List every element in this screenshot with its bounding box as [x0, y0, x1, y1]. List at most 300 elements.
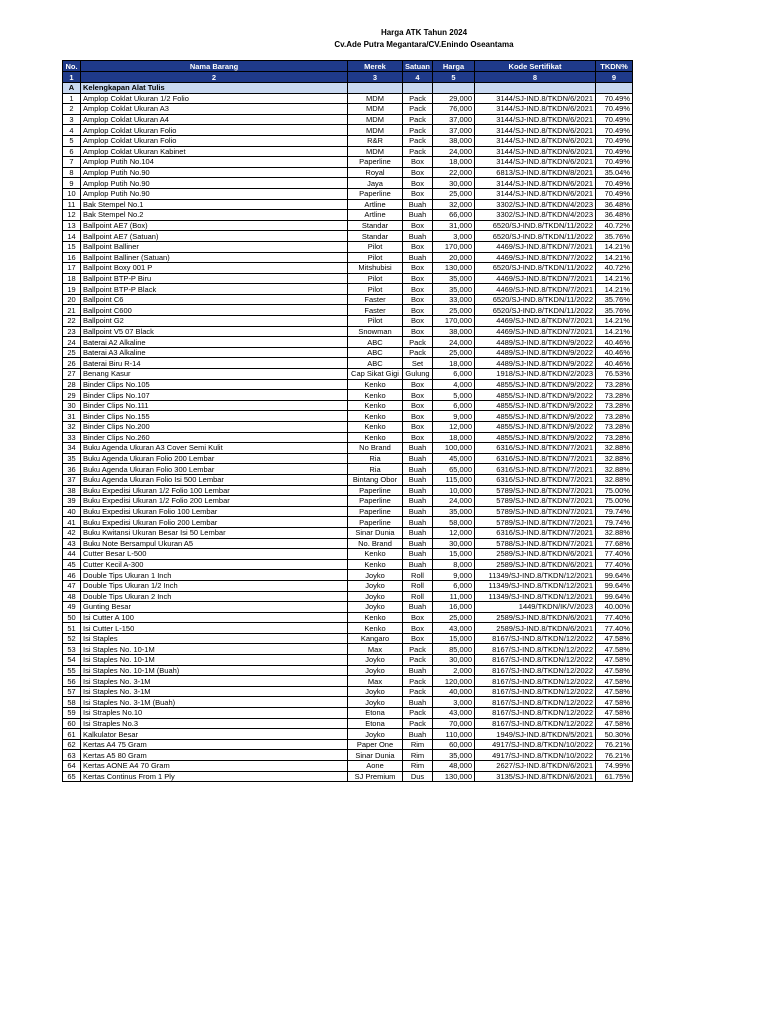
- item-name: Buku Agenda Ukuran Folio Isi 500 Lembar: [81, 474, 348, 485]
- certificate-code: 5789/SJ-IND.8/TKDN/7/2021: [475, 517, 596, 528]
- brand: Paperline: [348, 485, 403, 496]
- header-number-row: [63, 72, 633, 83]
- unit: Buah: [403, 538, 433, 549]
- item-name: Isi Staples No. 10-1M: [81, 655, 348, 666]
- unit: Pack: [403, 708, 433, 719]
- tkdn-percent: 70.49%: [596, 114, 633, 125]
- certificate-code: 8167/SJ-IND.8/TKDN/12/2022: [475, 708, 596, 719]
- price: 60,000: [433, 739, 475, 750]
- certificate-code: 4489/SJ-IND.8/TKDN/9/2022: [475, 347, 596, 358]
- item-name: Amplop Coklat Ukuran Folio: [81, 135, 348, 146]
- table-body: [63, 83, 633, 782]
- item-name: Double Tips Ukuran 1/2 Inch: [81, 580, 348, 591]
- brand: Sinar Dunia: [348, 527, 403, 538]
- item-name: Double Tips Ukuran 2 Inch: [81, 591, 348, 602]
- row-number: 47: [63, 580, 81, 591]
- brand: Kenko: [348, 432, 403, 443]
- table-row: [63, 390, 633, 401]
- item-name: Buku Kwitansi Ukuran Besar Isi 50 Lembar: [81, 527, 348, 538]
- brand: Pilot: [348, 273, 403, 284]
- header-row: [63, 61, 633, 72]
- price: 35,000: [433, 273, 475, 284]
- unit: Buah: [403, 443, 433, 454]
- brand: Joyko: [348, 697, 403, 708]
- certificate-code: 4469/SJ-IND.8/TKDN/7/2021: [475, 273, 596, 284]
- certificate-code: 4855/SJ-IND.8/TKDN/9/2022: [475, 379, 596, 390]
- item-name: Cutter Besar L-500: [81, 549, 348, 560]
- table-row: [63, 316, 633, 327]
- row-number: 53: [63, 644, 81, 655]
- price: 4,000: [433, 379, 475, 390]
- tkdn-percent: 35.76%: [596, 305, 633, 316]
- document-subtitle: Cv.Ade Putra Megantara/CV.Enindo Oseantama: [334, 40, 514, 49]
- row-number: 41: [63, 517, 81, 528]
- row-number: 23: [63, 326, 81, 337]
- certificate-code: 3302/SJ-IND.8/TKDN/4/2023: [475, 210, 596, 221]
- price: 100,000: [433, 443, 475, 454]
- tkdn-percent: 47.58%: [596, 676, 633, 687]
- price: 6,000: [433, 580, 475, 591]
- certificate-code: 4855/SJ-IND.8/TKDN/9/2022: [475, 400, 596, 411]
- item-name: Binder Clips No.111: [81, 400, 348, 411]
- price: 120,000: [433, 676, 475, 687]
- brand: Kangaro: [348, 633, 403, 644]
- tkdn-percent: 99.64%: [596, 591, 633, 602]
- unit: Roll: [403, 580, 433, 591]
- row-number: 26: [63, 358, 81, 369]
- certificate-code: 6316/SJ-IND.8/TKDN/7/2021: [475, 464, 596, 475]
- row-number: 65: [63, 771, 81, 782]
- price: 66,000: [433, 210, 475, 221]
- table-row: [63, 506, 633, 517]
- row-number: 61: [63, 729, 81, 740]
- tkdn-percent: 47.58%: [596, 697, 633, 708]
- brand: MDM: [348, 114, 403, 125]
- unit: Buah: [403, 549, 433, 560]
- item-name: Isi Staples No. 3-1M (Buah): [81, 697, 348, 708]
- certificate-code: 3302/SJ-IND.8/TKDN/4/2023: [475, 199, 596, 210]
- price: 9,000: [433, 570, 475, 581]
- item-name: Buku Expedisi Ukuran Folio 200 Lembar: [81, 517, 348, 528]
- price: 130,000: [433, 771, 475, 782]
- row-number: 33: [63, 432, 81, 443]
- brand: Paperline: [348, 157, 403, 168]
- header-number: 2: [81, 72, 348, 83]
- table-row: [63, 443, 633, 454]
- item-name: Ballpoint C600: [81, 305, 348, 316]
- price: 15,000: [433, 633, 475, 644]
- row-number: 38: [63, 485, 81, 496]
- item-name: Buku Expedisi Ukuran Folio 100 Lembar: [81, 506, 348, 517]
- tkdn-percent: 73.28%: [596, 422, 633, 433]
- certificate-code: 8167/SJ-IND.8/TKDN/12/2022: [475, 665, 596, 676]
- row-number: 62: [63, 739, 81, 750]
- unit: Buah: [403, 252, 433, 263]
- brand: Max: [348, 676, 403, 687]
- item-name: Isi Straples No.3: [81, 718, 348, 729]
- item-name: Binder Clips No.200: [81, 422, 348, 433]
- row-number: 24: [63, 337, 81, 348]
- item-name: Buku Note Bersampul Ukuran A5: [81, 538, 348, 549]
- certificate-code: 5789/SJ-IND.8/TKDN/7/2021: [475, 485, 596, 496]
- unit: Box: [403, 273, 433, 284]
- certificate-code: 4469/SJ-IND.8/TKDN/7/2022: [475, 252, 596, 263]
- tkdn-percent: 70.49%: [596, 135, 633, 146]
- brand: Faster: [348, 294, 403, 305]
- unit: Buah: [403, 496, 433, 507]
- tkdn-percent: 32.88%: [596, 453, 633, 464]
- brand: Kenko: [348, 623, 403, 634]
- unit: Box: [403, 305, 433, 316]
- header-number: 9: [596, 72, 633, 83]
- price: 37,000: [433, 114, 475, 125]
- brand: ABC: [348, 337, 403, 348]
- unit: Buah: [403, 602, 433, 613]
- unit: Pack: [403, 104, 433, 115]
- row-number: 30: [63, 400, 81, 411]
- certificate-code: 3144/SJ-IND.8/TKDN/6/2021: [475, 104, 596, 115]
- price: 6,000: [433, 400, 475, 411]
- price: 24,000: [433, 496, 475, 507]
- table-row: [63, 771, 633, 782]
- price: 30,000: [433, 655, 475, 666]
- price: 25,000: [433, 347, 475, 358]
- row-number: 25: [63, 347, 81, 358]
- item-name: Buku Expedisi Ukuran 1/2 Folio 200 Lembar: [81, 496, 348, 507]
- tkdn-percent: 14.21%: [596, 273, 633, 284]
- unit: Pack: [403, 146, 433, 157]
- row-number: 18: [63, 273, 81, 284]
- header-merek: Merek: [348, 61, 403, 72]
- brand: Pilot: [348, 316, 403, 327]
- table-row: [63, 739, 633, 750]
- unit: Roll: [403, 570, 433, 581]
- price: 65,000: [433, 464, 475, 475]
- certificate-code: 3144/SJ-IND.8/TKDN/6/2021: [475, 135, 596, 146]
- brand: Joyko: [348, 591, 403, 602]
- certificate-code: 6520/SJ-IND.8/TKDN/11/2022: [475, 294, 596, 305]
- unit: Pack: [403, 718, 433, 729]
- unit: Rim: [403, 739, 433, 750]
- row-number: 32: [63, 422, 81, 433]
- brand: Aone: [348, 761, 403, 772]
- price: 5,000: [433, 390, 475, 401]
- certificate-code: 4489/SJ-IND.8/TKDN/9/2022: [475, 337, 596, 348]
- table-row: [63, 718, 633, 729]
- certificate-code: 6520/SJ-IND.8/TKDN/11/2022: [475, 220, 596, 231]
- price: 35,000: [433, 750, 475, 761]
- tkdn-percent: 14.21%: [596, 326, 633, 337]
- price: 37,000: [433, 125, 475, 136]
- tkdn-percent: 36.48%: [596, 210, 633, 221]
- price: 38,000: [433, 326, 475, 337]
- tkdn-percent: 47.58%: [596, 665, 633, 676]
- price: 18,000: [433, 432, 475, 443]
- certificate-code: 2589/SJ-IND.8/TKDN/6/2021: [475, 549, 596, 560]
- brand: No. Brand: [348, 538, 403, 549]
- tkdn-percent: 47.58%: [596, 686, 633, 697]
- table-row: [63, 284, 633, 295]
- certificate-code: 4469/SJ-IND.8/TKDN/7/2021: [475, 316, 596, 327]
- table-row: [63, 305, 633, 316]
- table-row: [63, 358, 633, 369]
- unit: Pack: [403, 347, 433, 358]
- brand: Bintang Obor: [348, 474, 403, 485]
- section-empty-cell: [433, 83, 475, 94]
- item-name: Buku Agenda Ukuran Folio 300 Lembar: [81, 464, 348, 475]
- table-row: [63, 612, 633, 623]
- row-number: 59: [63, 708, 81, 719]
- item-name: Ballpoint G2: [81, 316, 348, 327]
- brand: MDM: [348, 146, 403, 157]
- brand: Artline: [348, 199, 403, 210]
- brand: Joyko: [348, 655, 403, 666]
- price: 18,000: [433, 358, 475, 369]
- brand: Joyko: [348, 580, 403, 591]
- row-number: 39: [63, 496, 81, 507]
- header-satuan: Satuan: [403, 61, 433, 72]
- row-number: 52: [63, 633, 81, 644]
- table-row: [63, 252, 633, 263]
- certificate-code: 8167/SJ-IND.8/TKDN/12/2022: [475, 718, 596, 729]
- unit: Rim: [403, 761, 433, 772]
- tkdn-percent: 77.40%: [596, 623, 633, 634]
- item-name: Amplop Coklat Ukuran A4: [81, 114, 348, 125]
- table-row: [63, 422, 633, 433]
- item-name: Kertas Continus From 1 Ply: [81, 771, 348, 782]
- header-number: 8: [475, 72, 596, 83]
- price: 18,000: [433, 157, 475, 168]
- brand: Pilot: [348, 284, 403, 295]
- row-number: 27: [63, 369, 81, 380]
- table-row: [63, 549, 633, 560]
- certificate-code: 3144/SJ-IND.8/TKDN/6/2021: [475, 125, 596, 136]
- price: 12,000: [433, 527, 475, 538]
- certificate-code: 1949/SJ-IND.8/TKDN/5/2021: [475, 729, 596, 740]
- unit: Buah: [403, 729, 433, 740]
- certificate-code: 2627/SJ-IND.8/TKDN/6/2021: [475, 761, 596, 772]
- certificate-code: 5788/SJ-IND.8/TKDN/7/2021: [475, 538, 596, 549]
- item-name: Amplop Coklat Ukuran 1/2 Folio: [81, 93, 348, 104]
- unit: Pack: [403, 644, 433, 655]
- unit: Pack: [403, 655, 433, 666]
- table-row: [63, 326, 633, 337]
- brand: Kenko: [348, 422, 403, 433]
- certificate-code: 3144/SJ-IND.8/TKDN/6/2021: [475, 114, 596, 125]
- tkdn-percent: 35.76%: [596, 231, 633, 242]
- row-number: 58: [63, 697, 81, 708]
- certificate-code: 3144/SJ-IND.8/TKDN/6/2021: [475, 93, 596, 104]
- brand: Standar: [348, 220, 403, 231]
- row-number: 60: [63, 718, 81, 729]
- header-tkdn: TKDN%: [596, 61, 633, 72]
- price: 24,000: [433, 337, 475, 348]
- table-row: [63, 210, 633, 221]
- brand: Kenko: [348, 379, 403, 390]
- item-name: Binder Clips No.105: [81, 379, 348, 390]
- tkdn-percent: 70.49%: [596, 125, 633, 136]
- tkdn-percent: 47.58%: [596, 644, 633, 655]
- certificate-code: 8167/SJ-IND.8/TKDN/12/2022: [475, 676, 596, 687]
- item-name: Ballpoint AE7 (Satuan): [81, 231, 348, 242]
- tkdn-percent: 32.88%: [596, 443, 633, 454]
- item-name: Double Tips Ukuran 1 Inch: [81, 570, 348, 581]
- brand: Royal: [348, 167, 403, 178]
- price: 8,000: [433, 559, 475, 570]
- section-empty-cell: [403, 83, 433, 94]
- table-row: [63, 157, 633, 168]
- certificate-code: 3144/SJ-IND.8/TKDN/6/2021: [475, 188, 596, 199]
- brand: Kenko: [348, 612, 403, 623]
- unit: Pack: [403, 125, 433, 136]
- unit: Box: [403, 263, 433, 274]
- tkdn-percent: 14.21%: [596, 316, 633, 327]
- table-row: [63, 496, 633, 507]
- brand: SJ Premium: [348, 771, 403, 782]
- row-number: 37: [63, 474, 81, 485]
- brand: Joyko: [348, 729, 403, 740]
- table-row: [63, 559, 633, 570]
- row-number: 1: [63, 93, 81, 104]
- table-row: [63, 411, 633, 422]
- unit: Buah: [403, 506, 433, 517]
- row-number: 35: [63, 453, 81, 464]
- price: 38,000: [433, 135, 475, 146]
- table-row: [63, 580, 633, 591]
- brand: Joyko: [348, 602, 403, 613]
- brand: Faster: [348, 305, 403, 316]
- brand: Paperline: [348, 496, 403, 507]
- section-empty-cell: [348, 83, 403, 94]
- table-row: [63, 400, 633, 411]
- brand: Etona: [348, 718, 403, 729]
- table-row: [63, 527, 633, 538]
- item-name: Amplop Coklat Ukuran Folio: [81, 125, 348, 136]
- row-number: 64: [63, 761, 81, 772]
- item-name: Isi Straples No.10: [81, 708, 348, 719]
- row-number: 2: [63, 104, 81, 115]
- unit: Box: [403, 316, 433, 327]
- unit: Roll: [403, 591, 433, 602]
- price: 3,000: [433, 697, 475, 708]
- certificate-code: 4855/SJ-IND.8/TKDN/9/2022: [475, 422, 596, 433]
- brand: MDM: [348, 125, 403, 136]
- unit: Box: [403, 623, 433, 634]
- certificate-code: 1449/TKDN/IK/V/2023: [475, 602, 596, 613]
- certificate-code: 6316/SJ-IND.8/TKDN/7/2021: [475, 527, 596, 538]
- row-number: 57: [63, 686, 81, 697]
- price-table: [62, 60, 633, 782]
- item-name: Baterai A2 Alkaline: [81, 337, 348, 348]
- unit: Pack: [403, 676, 433, 687]
- table-row: [63, 178, 633, 189]
- row-number: 17: [63, 263, 81, 274]
- certificate-code: 4917/SJ-IND.8/TKDN/10/2022: [475, 739, 596, 750]
- row-number: 46: [63, 570, 81, 581]
- price: 2,000: [433, 665, 475, 676]
- item-name: Benang Kasur: [81, 369, 348, 380]
- row-number: 13: [63, 220, 81, 231]
- table-row: [63, 432, 633, 443]
- unit: Box: [403, 612, 433, 623]
- price: 3,000: [433, 231, 475, 242]
- tkdn-percent: 32.88%: [596, 474, 633, 485]
- unit: Box: [403, 284, 433, 295]
- brand: Standar: [348, 231, 403, 242]
- item-name: Buku Expedisi Ukuran 1/2 Folio 100 Lembar: [81, 485, 348, 496]
- row-number: 3: [63, 114, 81, 125]
- row-number: 20: [63, 294, 81, 305]
- tkdn-percent: 14.21%: [596, 252, 633, 263]
- document-title: Harga ATK Tahun 2024: [380, 28, 468, 37]
- tkdn-percent: 47.58%: [596, 708, 633, 719]
- tkdn-percent: 79.74%: [596, 517, 633, 528]
- table-row: [63, 591, 633, 602]
- brand: Max: [348, 644, 403, 655]
- price: 110,000: [433, 729, 475, 740]
- price: 130,000: [433, 263, 475, 274]
- item-name: Binder Clips No.155: [81, 411, 348, 422]
- section-empty-cell: [596, 83, 633, 94]
- unit: Buah: [403, 665, 433, 676]
- unit: Buah: [403, 231, 433, 242]
- brand: Artline: [348, 210, 403, 221]
- unit: Box: [403, 220, 433, 231]
- certificate-code: 4855/SJ-IND.8/TKDN/9/2022: [475, 432, 596, 443]
- row-number: 16: [63, 252, 81, 263]
- tkdn-percent: 76.21%: [596, 739, 633, 750]
- unit: Box: [403, 379, 433, 390]
- table-row: [63, 369, 633, 380]
- table-row: [63, 135, 633, 146]
- brand: Etona: [348, 708, 403, 719]
- tkdn-percent: 32.88%: [596, 527, 633, 538]
- price: 25,000: [433, 612, 475, 623]
- certificate-code: 8167/SJ-IND.8/TKDN/12/2022: [475, 644, 596, 655]
- certificate-code: 1918/SJ-IND.8/TKDN/2/2023: [475, 369, 596, 380]
- tkdn-percent: 50.30%: [596, 729, 633, 740]
- header-kode-sertifikat: Kode Sertifikat: [475, 61, 596, 72]
- table-row: [63, 125, 633, 136]
- row-number: 10: [63, 188, 81, 199]
- price: 170,000: [433, 316, 475, 327]
- price: 31,000: [433, 220, 475, 231]
- item-name: Amplop Putih No.104: [81, 157, 348, 168]
- brand: Paperline: [348, 188, 403, 199]
- tkdn-percent: 35.04%: [596, 167, 633, 178]
- brand: Joyko: [348, 686, 403, 697]
- tkdn-percent: 14.21%: [596, 241, 633, 252]
- price: 25,000: [433, 188, 475, 199]
- certificate-code: 6316/SJ-IND.8/TKDN/7/2021: [475, 443, 596, 454]
- tkdn-percent: 36.48%: [596, 199, 633, 210]
- row-number: 7: [63, 157, 81, 168]
- brand: MDM: [348, 104, 403, 115]
- row-number: 49: [63, 602, 81, 613]
- tkdn-percent: 79.74%: [596, 506, 633, 517]
- brand: Jaya: [348, 178, 403, 189]
- unit: Box: [403, 400, 433, 411]
- table-row: [63, 570, 633, 581]
- item-name: Isi Staples No. 10-1M (Buah): [81, 665, 348, 676]
- item-name: Ballpoint V5 07 Black: [81, 326, 348, 337]
- unit: Buah: [403, 697, 433, 708]
- price: 6,000: [433, 369, 475, 380]
- brand: ABC: [348, 347, 403, 358]
- tkdn-percent: 77.40%: [596, 612, 633, 623]
- unit: Pack: [403, 686, 433, 697]
- tkdn-percent: 70.49%: [596, 188, 633, 199]
